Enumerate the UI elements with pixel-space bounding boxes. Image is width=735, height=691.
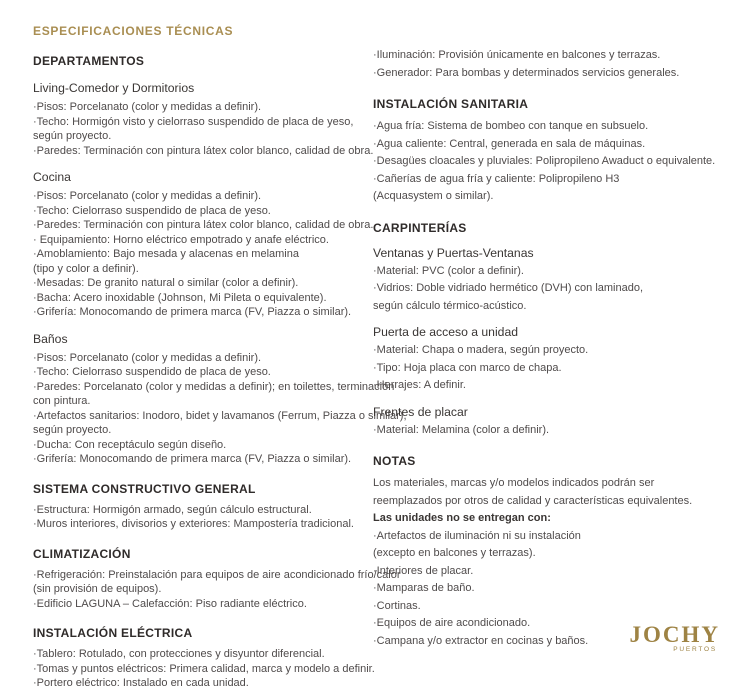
spec-line: ·Equipos de aire acondicionado.: [373, 617, 531, 629]
spec-columns: [33, 47, 721, 691]
spec-line: ·Tablero: Rotulado, con protecciones y disyuntor diferencial.: [33, 648, 325, 660]
spec-line: ·Amoblamiento: Bajo mesada y alacenas en melamina: [33, 248, 299, 260]
spec-line: (tipo y color a definir).: [33, 262, 139, 275]
spec-line: (Acquasystem o similar).: [373, 190, 494, 202]
right-column: [373, 47, 721, 650]
section-heading: SISTEMA CONSTRUCTIVO GENERAL: [33, 481, 256, 496]
spec-line: ·Material: PVC (color a definir).: [373, 264, 524, 277]
spec-line: ·Paredes: Porcelanato (color y medidas a definir); en toilettes, terminación: [33, 380, 395, 393]
spec-line: ·Paredes: Terminación con pintura látex color blanco, calidad de obra.: [33, 219, 374, 231]
spec-line: ·Cañerías de agua fría y caliente: Polipropileno H3: [373, 172, 620, 185]
spec-line: ·Material: Chapa o madera, según proyecto.: [373, 344, 589, 356]
spec-line: (excepto en balcones y terrazas).: [373, 547, 536, 559]
subsection-heading: Puerta de acceso a unidad: [373, 325, 519, 339]
logo-wordmark: JOCHY: [629, 622, 720, 647]
spec-line: ·Pisos: Porcelanato (color y medidas a definir).: [33, 101, 262, 113]
spec-line: (sin provisión de equipos).: [33, 583, 162, 595]
spec-line: ·Mesadas: De granito natural o similar (color a definir).: [33, 277, 299, 289]
spec-line: ·Edificio LAGUNA – Calefacción: Piso radiante eléctrico.: [33, 597, 307, 610]
spec-line: ·Bacha: Acero inoxidable (Johnson, Mi Pileta o equivalente).: [33, 291, 327, 304]
spec-line: reemplazados por otros de calidad y características equivalentes.: [373, 494, 693, 507]
spec-line: ·Agua fría: Sistema de bombeo con tanque en subsuelo.: [373, 120, 649, 132]
spec-line: ·Iluminación: Provisión únicamente en balcones y terrazas.: [373, 49, 661, 61]
spec-line: ·Material: Melamina (color a definir).: [373, 423, 550, 436]
jochy-logo: [630, 623, 721, 654]
spec-line: ·Generador: Para bombas y determinados servicios generales.: [373, 66, 680, 79]
section-heading: DEPARTAMENTOS: [33, 54, 145, 68]
spec-line: ·Techo: Hormigón visto y cielorraso suspendido de placa de yeso,: [33, 115, 354, 128]
spec-line: ·Techo: Cielorraso suspendido de placa de yeso.: [33, 204, 271, 217]
spec-line: ·Desagües cloacales y pluviales: Polipropileno Awaduct o equivalente.: [373, 155, 716, 167]
subsection-heading: Baños: [33, 331, 68, 346]
spec-line: Los materiales, marcas y/o modelos indicados podrán ser: [373, 477, 655, 489]
spec-line: según cálculo térmico-acústico.: [373, 299, 527, 312]
spec-line: ·Campana y/o extractor en cocinas y baños.: [373, 634, 589, 647]
section-heading: NOTAS: [373, 454, 416, 468]
section-heading: CARPINTERÍAS: [373, 220, 467, 235]
spec-line: ·Cortinas.: [373, 599, 421, 612]
spec-line: ·Grifería: Monocomando de primera marca (FV, Piazza o similar).: [33, 453, 352, 465]
spec-line: ·Estructura: Hormigón armado, según cálculo estructural.: [33, 503, 312, 516]
spec-line: ·Interiores de placar.: [373, 564, 474, 577]
spec-line: ·Mamparas de baño.: [373, 582, 475, 594]
spec-line: ·Artefactos de iluminación ni su instalación: [373, 529, 581, 542]
page-title: ESPECIFICACIONES TÉCNICAS: [33, 24, 234, 38]
spec-line: ·Pisos: Porcelanato (color y medidas a definir).: [33, 351, 262, 364]
spec-line: según proyecto.: [33, 424, 112, 436]
spec-line: ·Techo: Cielorraso suspendido de placa de yeso.: [33, 366, 271, 378]
spec-line: ·Vidrios: Doble vidriado hermético (DVH) con laminado,: [373, 282, 644, 294]
spec-line: ·Paredes: Terminación con pintura látex color blanco, calidad de obra.: [33, 144, 374, 157]
section-heading: INSTALACIÓN SANITARIA: [373, 97, 529, 111]
section-heading: INSTALACIÓN ELÉCTRICA: [33, 626, 193, 640]
subsection-heading: Frentes de placar: [373, 404, 468, 419]
spec-line: ·Tomas y puntos eléctricos: Primera calidad, marca y modelo a definir.: [33, 662, 375, 675]
spec-line: ·Portero eléctrico: Instalado en cada unidad.: [33, 677, 249, 689]
spec-line: ·Agua caliente: Central, generada en sala de máquinas.: [373, 137, 646, 150]
spec-line: según proyecto.: [33, 130, 112, 142]
spec-line: con pintura.: [33, 395, 91, 407]
spec-line: ·Artefactos sanitarios: Inodoro, bidet y lavamanos (Ferrum, Piazza o similar),: [33, 409, 407, 422]
spec-line: ·Ducha: Con receptáculo según diseño.: [33, 438, 227, 451]
section-heading: CLIMATIZACIÓN: [33, 546, 131, 561]
spec-line: · Equipamiento: Horno eléctrico empotrado y anafe eléctrico.: [33, 233, 329, 246]
spec-line: ·Grifería: Monocomando de primera marca (FV, Piazza o similar).: [33, 306, 352, 318]
subsection-heading: Living-Comedor y Dormitorios: [33, 81, 195, 95]
subsection-heading: Cocina: [33, 170, 71, 184]
spec-line: ·Tipo: Hoja placa con marco de chapa.: [373, 361, 562, 374]
spec-line: ·Refrigeración: Preinstalación para equipos de aire acondicionado frío/calor: [33, 568, 401, 581]
note-emphasis-line: Las unidades no se entregan con:: [373, 512, 551, 524]
subsection-heading: Ventanas y Puertas-Ventanas: [373, 245, 534, 260]
logo-tagline: PUERTOS: [673, 646, 717, 653]
spec-line: ·Herrajes: A definir.: [373, 379, 466, 391]
spec-line: ·Pisos: Porcelanato (color y medidas a definir).: [33, 190, 262, 202]
spec-line: ·Muros interiores, divisorios y exteriores: Mampostería tradicional.: [33, 518, 354, 530]
